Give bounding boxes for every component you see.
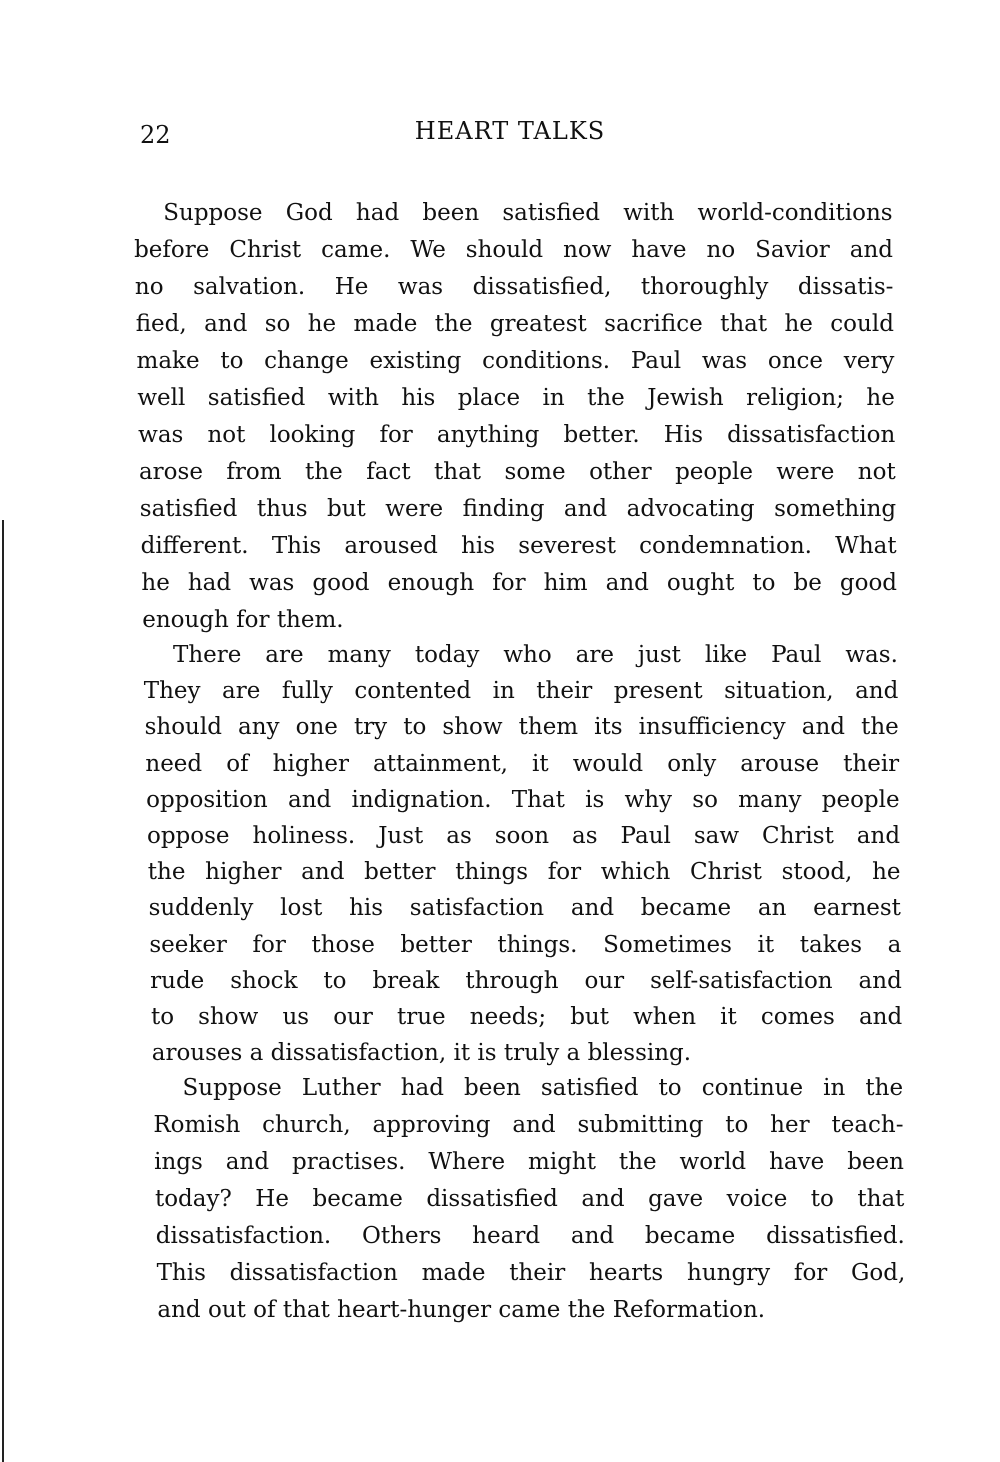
text-line: ings and practises. Where might the world have been (154, 1149, 904, 1175)
page-number: 22 (140, 121, 171, 149)
text-line: different. This aroused his severest condemnation. What (140, 533, 897, 559)
text-line: no salvation. He was dissatisfied, thoroughly dissatis- (134, 274, 894, 300)
text-line: rude shock to break through our self-satisfaction and (150, 967, 902, 994)
text-line: before Christ came. We should now have no Savior and (134, 237, 894, 263)
text-line: today? He became dissatisfied and gave voice to that (154, 1186, 905, 1212)
text-line: oppose holiness. Just as soon as Paul saw Christ and (146, 823, 901, 849)
text-line: seeker for those better things. Sometimes it takes a (149, 931, 902, 958)
scan-edge-line (2, 520, 4, 1462)
text-line: arose from the fact that some other people were not (138, 459, 896, 485)
running-title: HEART TALKS (414, 117, 606, 145)
text-line: he had was good enough for him and ought to be good (141, 570, 898, 596)
text-line: suddenly lost his satisfaction and became an earnest (148, 895, 901, 922)
text-line: and out of that heart-hunger came the Reformation. (157, 1297, 766, 1323)
text-line: dissatisfaction. Others heard and became dissatisfied. (155, 1223, 905, 1249)
text-line: Romish church, approving and submitting to her teach- (153, 1112, 904, 1138)
text-line: the higher and better things for which Christ stood, he (147, 859, 901, 886)
text-line: Suppose Luther had been satisfied to continue in the (182, 1075, 904, 1101)
text-line: well satisfied with his place in the Jewish religion; he (137, 385, 895, 411)
text-line: opposition and indignation. That is why so many people (146, 786, 900, 813)
text-line: need of higher attainment, it would only arouse their (145, 750, 900, 777)
text-line: fied, and so he made the greatest sacrifice that he could (135, 311, 894, 337)
text-line: was not looking for anything better. His dissatisfaction (138, 422, 896, 448)
text-line: Suppose God had been satisfied with world-conditions (163, 200, 893, 226)
text-line: should any one try to show them its insufficiency and the (144, 714, 899, 741)
text-line: make to change existing conditions. Paul was once very (136, 348, 895, 374)
text-line: satisfied thus but were finding and advocating something (139, 496, 897, 522)
text-line: enough for them. (142, 607, 344, 633)
text-line: They are fully contented in their present situation, and (143, 678, 899, 705)
text-line: This dissatisfaction made their hearts hungry for God, (156, 1260, 906, 1286)
text-line: There are many today who are just like Paul was. (172, 642, 898, 668)
text-line: to show us our true needs; but when it comes and (150, 1004, 903, 1030)
text-line: arouses a dissatisfaction, it is truly a blessing. (151, 1040, 692, 1067)
